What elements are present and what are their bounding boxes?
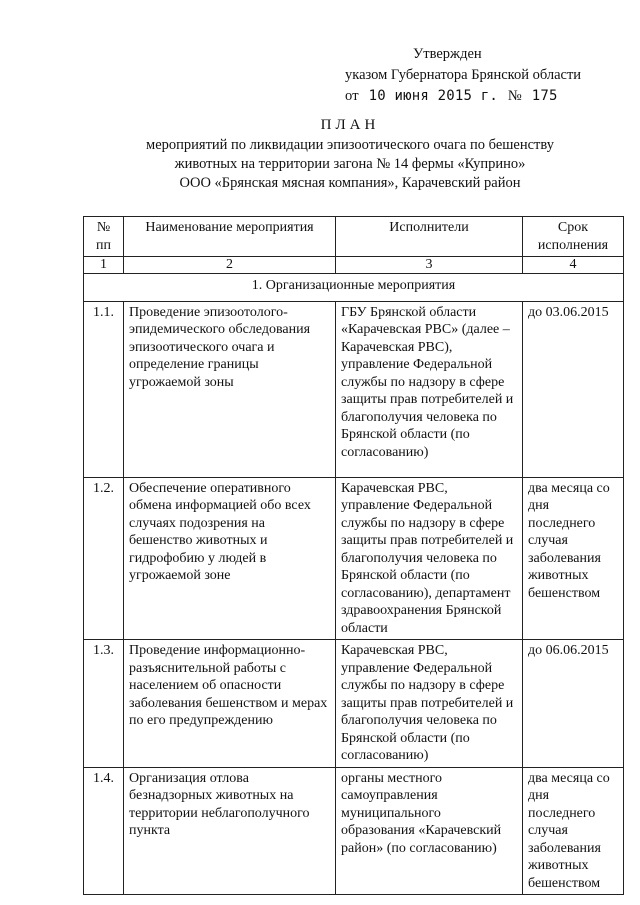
title-line-1: мероприятий по ликвидации эпизоотического очага по бешенству (146, 137, 554, 153)
section-row (84, 274, 624, 302)
row-deadline: два месяца со дня последнего случая заболевания животных бешенством (523, 477, 624, 640)
title-line-3: ООО «Брянская мясная компания», Карачевский район (179, 175, 521, 191)
row-deadline: до 03.06.2015 (523, 301, 624, 477)
column-header-executors: Исполнители (336, 217, 523, 257)
row-number: 1.2. (84, 477, 124, 640)
row-number: 1.4. (84, 767, 124, 895)
row-name: Проведение эпизоотолого-эпидемического обследования эпизоотического очага и определение границы угрожаемой зоны (124, 301, 336, 477)
row-executors: ГБУ Брянской области «Карачевская РВС» (далее – Карачевская РВС), управление Федеральной службы по надзору в сфере защиты прав потребителей и благополучия человека по Брянской области (по согласованию) (336, 301, 523, 477)
approval-line-3 (345, 86, 581, 107)
row-executors: органы местного самоуправления муниципального образования «Карачевский район» (по согласованию) (336, 767, 523, 895)
approval-line-2: указом Губернатора Брянской области (345, 67, 582, 83)
column-number-row (84, 257, 624, 274)
table-row (84, 477, 624, 640)
row-name: Организация отлова безнадзорных животных на территории неблагополучного пункта (124, 767, 336, 895)
column-number: 2 (124, 257, 336, 274)
table-row (84, 301, 624, 477)
measures-table (83, 216, 624, 895)
approval-number: 175 (531, 88, 558, 104)
row-executors: Карачевская РВС, управление Федеральной службы по надзору в сфере защиты прав потребителей и благополучия человека по Брянской области (по согласованию) (336, 640, 523, 768)
row-name: Проведение информационно-разъяснительной работы с населением об опасности заболевания бешенством и мерах по его предупреждению (124, 640, 336, 768)
row-deadline: два месяца со дня последнего случая заболевания животных бешенством (523, 767, 624, 895)
column-header-deadline: Срок исполнения (523, 217, 624, 257)
column-number: 3 (336, 257, 523, 274)
approval-date: 10 июня 2015 г. (368, 88, 499, 104)
approval-from-label: от (345, 88, 359, 104)
table-row (84, 640, 624, 768)
table-header-row (84, 217, 624, 257)
table-row (84, 767, 624, 895)
section-title: 1. Организационные мероприятия (84, 274, 624, 302)
column-header-name: Наименование мероприятия (124, 217, 336, 257)
row-number: 1.3. (84, 640, 124, 768)
title-line-2: животных на территории загона № 14 фермы «Куприно» (174, 156, 526, 172)
plan-heading: ПЛАН (320, 117, 380, 133)
document-title (100, 116, 600, 193)
row-name: Обеспечение оперативного обмена информацией обо всех случаях подозрения на бешенство животных и гидрофобию у людей в угрожаемой зоне (124, 477, 336, 640)
column-number: 1 (84, 257, 124, 274)
row-deadline: до 06.06.2015 (523, 640, 624, 768)
column-header-number: № пп (84, 217, 124, 257)
row-executors: Карачевская РВС, управление Федеральной службы по надзору в сфере защиты прав потребителей и благополучия человека по Брянской области (по согласованию), департамент здравоохранения Брянской области (336, 477, 523, 640)
approval-line-1: Утвержден (413, 46, 482, 62)
approval-number-label: № (507, 88, 522, 104)
column-number: 4 (523, 257, 624, 274)
row-number: 1.1. (84, 301, 124, 477)
approval-stamp (345, 44, 581, 107)
